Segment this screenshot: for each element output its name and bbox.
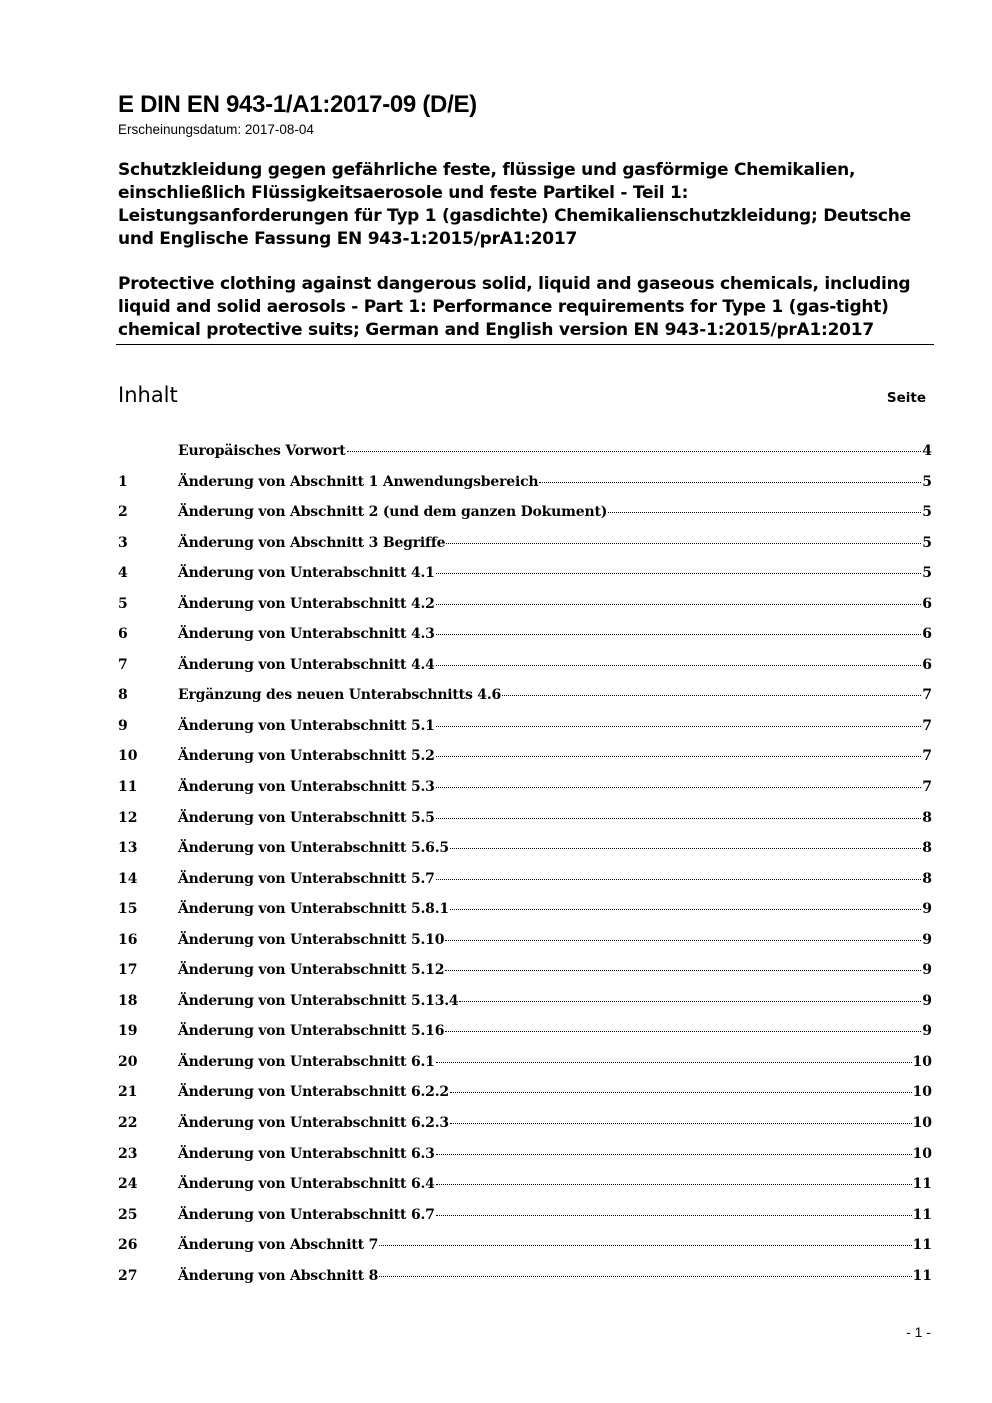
toc-entry[interactable] (118, 1112, 932, 1143)
toc-entry-title[interactable]: Änderung von Unterabschnitt 5.8.1 (178, 901, 449, 918)
toc-entry[interactable] (118, 593, 932, 624)
toc-entry-page[interactable]: 5 (922, 473, 932, 490)
toc-entry-number: 19 (118, 1023, 138, 1040)
toc-entry[interactable] (118, 1234, 932, 1265)
toc-entry-number: 7 (118, 656, 128, 673)
toc-entry-number: 12 (118, 809, 138, 826)
toc-entry[interactable] (118, 868, 932, 899)
toc-entry[interactable] (118, 776, 932, 807)
toc-dot-leader (436, 1061, 912, 1063)
toc-dot-leader (436, 1153, 912, 1155)
title-german-line: und Englische Fassung EN 943-1:2015/prA1:2017 (118, 229, 578, 249)
toc-dot-leader (436, 817, 922, 819)
toc-dot-leader (608, 511, 921, 513)
toc-entry[interactable] (118, 807, 932, 838)
toc-entry-title[interactable]: Änderung von Abschnitt 2 (und dem ganzen Dokument) (178, 504, 608, 521)
toc-dot-leader (347, 450, 922, 452)
toc-entry-number: 11 (118, 779, 138, 796)
toc-entry-number: 27 (118, 1267, 138, 1284)
toc-entry-title[interactable]: Änderung von Unterabschnitt 5.7 (178, 870, 435, 887)
title-german-line: Leistungsanforderungen für Typ 1 (gasdichte) Chemikalienschutzkleidung; Deutsche (118, 206, 911, 226)
toc-entry-title[interactable]: Änderung von Unterabschnitt 4.3 (178, 626, 435, 643)
toc-entry-page[interactable]: 6 (922, 656, 932, 673)
toc-dot-leader (450, 1091, 912, 1093)
toc-entry[interactable] (118, 532, 932, 563)
toc-entry-page[interactable]: 6 (922, 595, 932, 612)
toc-entry-page[interactable]: 7 (922, 687, 932, 704)
toc-entry-number: 20 (118, 1053, 138, 1070)
page-number: - 1 - (906, 1324, 931, 1340)
toc-dot-leader (450, 908, 921, 910)
toc-entry-number: 22 (118, 1115, 138, 1132)
toc-dot-leader (436, 633, 922, 635)
toc-entry-page[interactable]: 9 (922, 931, 932, 948)
toc-dot-leader (436, 1214, 912, 1216)
toc-entry-number: 17 (118, 962, 138, 979)
toc-entry-page[interactable]: 7 (922, 779, 932, 796)
toc-entry-page[interactable]: 9 (922, 901, 932, 918)
toc-entry-number: 1 (118, 473, 128, 490)
toc-entry-page[interactable]: 10 (912, 1053, 932, 1070)
toc-entry-title[interactable]: Änderung von Unterabschnitt 5.16 (178, 1023, 445, 1040)
toc-dot-leader (445, 1030, 921, 1032)
toc-dot-leader (450, 847, 921, 849)
toc-dot-leader (436, 664, 922, 666)
toc-entry-number: 15 (118, 901, 138, 918)
toc-dot-leader (445, 969, 921, 971)
toc-entry-title[interactable]: Änderung von Unterabschnitt 6.4 (178, 1176, 435, 1193)
toc-entry-title[interactable]: Änderung von Unterabschnitt 5.13.4 (178, 992, 459, 1009)
toc-entry[interactable] (118, 471, 932, 502)
toc-dot-leader (436, 786, 922, 788)
toc-entry-page[interactable]: 4 (922, 443, 932, 459)
toc-entry-title[interactable]: Änderung von Unterabschnitt 5.6.5 (178, 840, 449, 857)
toc-entry[interactable] (118, 898, 932, 929)
toc-entry[interactable] (118, 715, 932, 746)
toc-entry[interactable] (118, 837, 932, 868)
toc-entry-number: 26 (118, 1237, 138, 1254)
toc-entry[interactable] (118, 623, 932, 654)
toc-entry-title[interactable]: Europäisches Vorwort (178, 443, 346, 459)
toc-entry-title[interactable]: Änderung von Unterabschnitt 5.10 (178, 931, 445, 948)
toc-entry[interactable] (118, 1173, 932, 1204)
toc-dot-leader (379, 1244, 911, 1246)
toc-entry-number: 13 (118, 840, 138, 857)
toc-entry-page[interactable]: 11 (912, 1176, 932, 1193)
toc-entry-title[interactable]: Änderung von Unterabschnitt 5.5 (178, 809, 435, 826)
publication-date: Erscheinungsdatum: 2017-08-04 (118, 122, 314, 137)
title-divider (116, 344, 934, 345)
toc-entry-title[interactable]: Änderung von Unterabschnitt 4.2 (178, 595, 435, 612)
toc-entry-title[interactable]: Änderung von Unterabschnitt 5.3 (178, 779, 435, 796)
toc-entry-page[interactable]: 5 (922, 504, 932, 521)
toc-entry-page[interactable]: 5 (922, 534, 932, 551)
toc-entry-number: 25 (118, 1206, 138, 1223)
toc-entry[interactable] (118, 440, 932, 471)
toc-entry[interactable] (118, 654, 932, 685)
toc-entry-number: 3 (118, 534, 128, 551)
toc-entry[interactable] (118, 1051, 932, 1082)
toc-entry-title[interactable]: Änderung von Abschnitt 8 (178, 1267, 379, 1284)
toc-dot-leader (436, 1183, 912, 1185)
toc-entry[interactable] (118, 1204, 932, 1235)
toc-entry-number: 18 (118, 992, 138, 1009)
toc-entry[interactable] (118, 501, 932, 532)
toc-entry-title[interactable]: Änderung von Unterabschnitt 4.4 (178, 656, 435, 673)
toc-entry-number: 4 (118, 565, 128, 582)
toc-entry-page[interactable]: 6 (922, 626, 932, 643)
toc-dot-leader (445, 939, 921, 941)
toc-entry[interactable] (118, 1081, 932, 1112)
toc-entry[interactable] (118, 959, 932, 990)
toc-entry-number: 23 (118, 1145, 138, 1162)
title-german-line: einschließlich Flüssigkeitsaerosole und feste Partikel - Teil 1: (118, 183, 689, 203)
toc-entry-page[interactable]: 11 (912, 1237, 932, 1254)
toc-dot-leader (502, 694, 921, 696)
title-english-line: liquid and solid aerosols - Part 1: Performance requirements for Type 1 (gas-tight) (118, 297, 889, 317)
toc-entry-title[interactable]: Änderung von Abschnitt 3 Begriffe (178, 534, 446, 551)
title-english (118, 273, 938, 342)
toc-entry-title[interactable]: Änderung von Unterabschnitt 6.2.2 (178, 1084, 449, 1101)
toc-entry-number: 14 (118, 870, 138, 887)
toc-dot-leader (450, 1122, 912, 1124)
toc-entry-title[interactable]: Änderung von Unterabschnitt 6.2.3 (178, 1115, 449, 1132)
toc-dot-leader (436, 572, 922, 574)
toc-entry-title[interactable]: Änderung von Unterabschnitt 4.1 (178, 565, 435, 582)
document-id: E DIN EN 943-1/A1:2017-09 (D/E) (118, 91, 477, 118)
toc-dot-leader (446, 542, 921, 544)
toc-entry-number: 24 (118, 1176, 138, 1193)
toc-dot-leader (436, 878, 922, 880)
toc-entry-number: 5 (118, 595, 128, 612)
toc-entry-page[interactable]: 10 (912, 1145, 932, 1162)
toc-heading: Inhalt (118, 383, 178, 407)
toc-entry-number: 2 (118, 504, 128, 521)
toc-entry-title[interactable]: Änderung von Unterabschnitt 5.1 (178, 717, 435, 734)
toc-list (118, 440, 932, 1295)
toc-entry-page[interactable]: 11 (912, 1206, 932, 1223)
toc-entry-page[interactable]: 9 (922, 1023, 932, 1040)
toc-entry-number: 10 (118, 748, 138, 765)
toc-entry-title[interactable]: Änderung von Unterabschnitt 6.3 (178, 1145, 435, 1162)
toc-dot-leader (436, 603, 922, 605)
toc-entry[interactable] (118, 684, 932, 715)
toc-dot-leader (539, 481, 921, 483)
toc-entry-page[interactable]: 5 (922, 565, 932, 582)
toc-entry-page[interactable]: 8 (922, 870, 932, 887)
toc-dot-leader (436, 755, 922, 757)
toc-entry-page[interactable]: 8 (922, 840, 932, 857)
toc-entry-page[interactable]: 9 (922, 962, 932, 979)
toc-entry-title[interactable]: Änderung von Abschnitt 7 (178, 1237, 379, 1254)
toc-entry-page[interactable]: 7 (922, 717, 932, 734)
title-english-line: Protective clothing against dangerous solid, liquid and gaseous chemicals, including (118, 274, 911, 294)
toc-dot-leader (436, 725, 922, 727)
toc-entry-title[interactable]: Änderung von Unterabschnitt 5.2 (178, 748, 435, 765)
toc-dot-leader (379, 1275, 911, 1277)
toc-entry-number: 9 (118, 717, 128, 734)
toc-entry[interactable] (118, 929, 932, 960)
toc-entry-page[interactable]: 11 (912, 1267, 932, 1284)
title-german (118, 159, 938, 251)
toc-entry[interactable] (118, 1020, 932, 1051)
toc-entry-title[interactable]: Änderung von Abschnitt 1 Anwendungsbereich (178, 473, 539, 490)
toc-entry-title[interactable]: Ergänzung des neuen Unterabschnitts 4.6 (178, 687, 502, 704)
toc-entry-number: 21 (118, 1084, 138, 1101)
toc-page-column-heading: Seite (886, 390, 926, 406)
title-english-line: chemical protective suits; German and English version EN 943-1:2015/prA1:2017 (118, 320, 874, 340)
toc-entry-number: 16 (118, 931, 138, 948)
toc-entry[interactable] (118, 990, 932, 1021)
toc-entry-number: 8 (118, 687, 128, 704)
toc-entry[interactable] (118, 1143, 932, 1174)
toc-entry-title[interactable]: Änderung von Unterabschnitt 6.7 (178, 1206, 435, 1223)
toc-entry[interactable] (118, 562, 932, 593)
toc-entry-page[interactable]: 8 (922, 809, 932, 826)
toc-entry-page[interactable]: 7 (922, 748, 932, 765)
toc-entry-number: 6 (118, 626, 128, 643)
toc-entry-page[interactable]: 10 (912, 1084, 932, 1101)
title-german-line: Schutzkleidung gegen gefährliche feste, flüssige und gasförmige Chemikalien, (118, 160, 856, 180)
toc-entry-page[interactable]: 10 (912, 1115, 932, 1132)
toc-entry[interactable] (118, 745, 932, 776)
toc-entry-page[interactable]: 9 (922, 992, 932, 1009)
toc-entry-title[interactable]: Änderung von Unterabschnitt 6.1 (178, 1053, 435, 1070)
toc-entry[interactable] (118, 1265, 932, 1296)
toc-entry-title[interactable]: Änderung von Unterabschnitt 5.12 (178, 962, 445, 979)
toc-dot-leader (459, 1000, 921, 1002)
